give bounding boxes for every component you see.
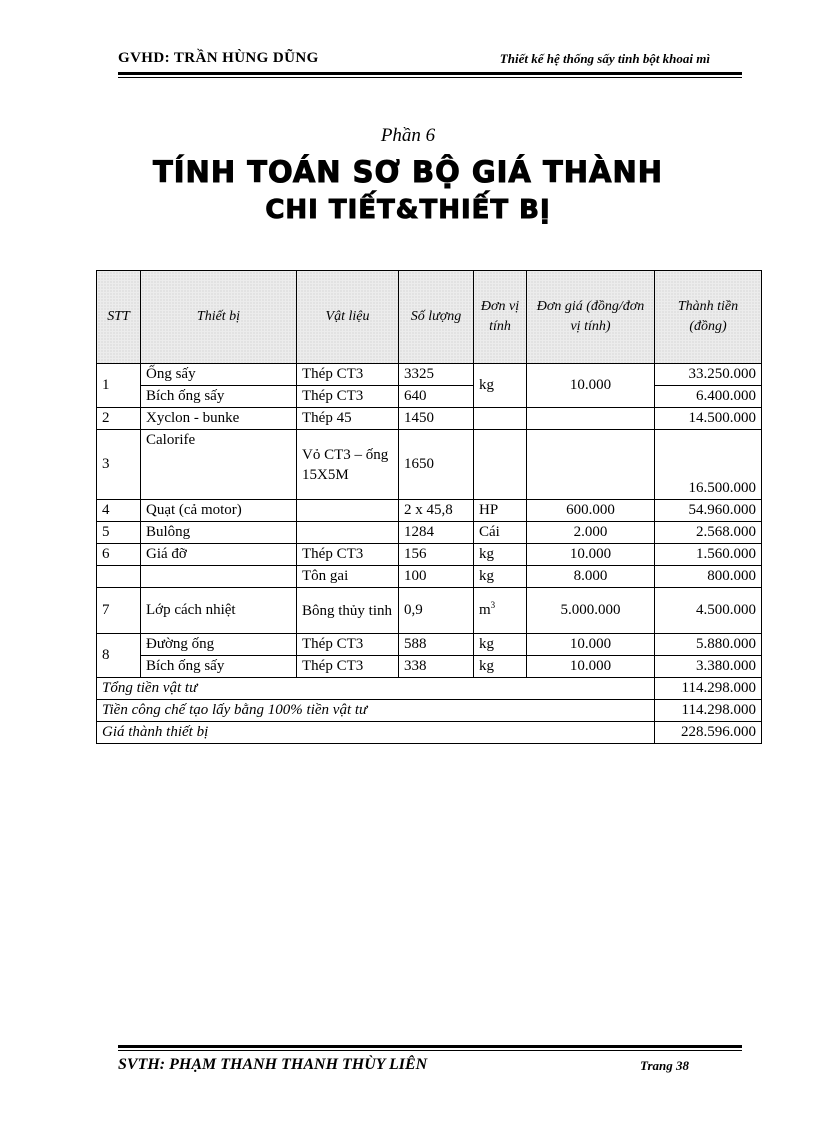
header-amount: Thành tiền (đồng) <box>655 271 762 364</box>
cell-unit: kg <box>474 656 527 678</box>
cell-quantity: 2 x 45,8 <box>399 500 474 522</box>
cell-material: Bông thủy tinh <box>297 588 399 634</box>
cell-amount: 33.250.000 <box>655 364 762 386</box>
cell-unit-price: 600.000 <box>527 500 655 522</box>
cell-device <box>141 566 297 588</box>
cell-quantity: 156 <box>399 544 474 566</box>
cell-material: Vỏ CT3 – ống 15X5M <box>297 430 399 500</box>
table-row <box>97 634 762 656</box>
header-stt: STT <box>97 271 141 364</box>
section-title-line2: CHI TIẾT&THIẾT BỊ <box>265 195 551 225</box>
cell-material: Tôn gai <box>297 566 399 588</box>
table-row <box>97 386 762 408</box>
cell-unit: kg <box>474 364 527 408</box>
cell-unit: kg <box>474 634 527 656</box>
cell-device: Bích ống sấy <box>141 386 297 408</box>
cell-quantity: 100 <box>399 566 474 588</box>
cell-device: Bulông <box>141 522 297 544</box>
cell-stt: 1 <box>97 364 141 408</box>
cell-stt: 2 <box>97 408 141 430</box>
cell-amount: 16.500.000 <box>655 430 762 500</box>
cell-stt: 3 <box>97 430 141 500</box>
cell-stt: 8 <box>97 634 141 678</box>
cell-unit-price: 2.000 <box>527 522 655 544</box>
table-row <box>97 656 762 678</box>
header-unit-price: Đơn giá (đồng/đơn vị tính) <box>527 271 655 364</box>
table-row <box>97 500 762 522</box>
table-row <box>97 566 762 588</box>
summary-amount: 228.596.000 <box>655 722 762 744</box>
cell-quantity: 640 <box>399 386 474 408</box>
summary-label: Giá thành thiết bị <box>97 722 655 744</box>
header-rule-thick <box>118 72 742 75</box>
cell-amount: 800.000 <box>655 566 762 588</box>
cell-material: Thép CT3 <box>297 634 399 656</box>
cell-material: Thép 45 <box>297 408 399 430</box>
table-row <box>97 408 762 430</box>
cell-device: Calorife <box>141 430 297 500</box>
header-unit: Đơn vị tính <box>474 271 527 364</box>
summary-label: Tiền công chế tạo lấy bằng 100% tiền vật tư <box>97 700 655 722</box>
cell-unit-price: 8.000 <box>527 566 655 588</box>
cell-unit-price <box>527 408 655 430</box>
cell-device: Quạt (cả motor) <box>141 500 297 522</box>
cell-amount: 54.960.000 <box>655 500 762 522</box>
document-topic: Thiết kế hệ thống sấy tinh bột khoai mì <box>499 51 710 66</box>
cell-unit <box>474 588 527 634</box>
table-row <box>97 430 762 500</box>
cell-stt: 4 <box>97 500 141 522</box>
header-quantity: Số lượng <box>399 271 474 364</box>
summary-row-labor <box>97 700 762 722</box>
cell-amount: 14.500.000 <box>655 408 762 430</box>
cell-quantity: 1284 <box>399 522 474 544</box>
unit-exponent: 3 <box>490 600 496 610</box>
cell-quantity: 588 <box>399 634 474 656</box>
cell-unit-price: 10.000 <box>527 544 655 566</box>
header-device: Thiết bị <box>141 271 297 364</box>
cell-material: Thép CT3 <box>297 386 399 408</box>
cell-device: Lớp cách nhiệt <box>141 588 297 634</box>
cell-device: Giá đỡ <box>141 544 297 566</box>
cell-unit-price <box>527 430 655 500</box>
cell-amount: 6.400.000 <box>655 386 762 408</box>
advisor-name: GVHD: TRẦN HÙNG DŨNG <box>118 50 319 66</box>
section-title-line1: TÍNH TOÁN SƠ BỘ GIÁ THÀNH <box>152 155 663 189</box>
table-row <box>97 522 762 544</box>
table-header-row <box>97 271 762 364</box>
part-label: Phần 6 <box>380 125 436 146</box>
summary-row-total-cost <box>97 722 762 744</box>
cell-amount: 4.500.000 <box>655 588 762 634</box>
cell-unit <box>474 408 527 430</box>
cell-quantity: 1450 <box>399 408 474 430</box>
cell-stt: 5 <box>97 522 141 544</box>
cell-unit: kg <box>474 544 527 566</box>
table-row <box>97 544 762 566</box>
summary-label: Tổng tiền vật tư <box>97 678 655 700</box>
cell-unit: Cái <box>474 522 527 544</box>
cell-device: Xyclon - bunke <box>141 408 297 430</box>
cell-material <box>297 522 399 544</box>
footer-rule-thin <box>118 1050 742 1051</box>
cell-unit: kg <box>474 566 527 588</box>
cost-table <box>96 270 762 744</box>
unit-base: m <box>479 602 491 618</box>
page-header <box>118 50 742 74</box>
cell-quantity: 1650 <box>399 430 474 500</box>
summary-row-material-total <box>97 678 762 700</box>
cell-unit-price: 10.000 <box>527 364 655 408</box>
cell-unit-price: 10.000 <box>527 656 655 678</box>
page-number: Trang 38 <box>640 1058 689 1073</box>
cell-material <box>297 500 399 522</box>
cell-device: Ống sấy <box>141 364 297 386</box>
cell-stt <box>97 566 141 588</box>
table-row <box>97 364 762 386</box>
cell-amount: 1.560.000 <box>655 544 762 566</box>
cell-unit: HP <box>474 500 527 522</box>
cell-material: Thép CT3 <box>297 364 399 386</box>
cell-stt: 6 <box>97 544 141 566</box>
summary-amount: 114.298.000 <box>655 700 762 722</box>
cell-unit-price: 10.000 <box>527 634 655 656</box>
footer-rule-thick <box>118 1045 742 1048</box>
cell-material: Thép CT3 <box>297 656 399 678</box>
cell-device: Bích ống sấy <box>141 656 297 678</box>
cell-stt: 7 <box>97 588 141 634</box>
cell-amount: 3.380.000 <box>655 656 762 678</box>
header-rule-thin <box>118 77 742 78</box>
cell-unit-price: 5.000.000 <box>527 588 655 634</box>
table-row <box>97 588 762 634</box>
cell-device: Đường ống <box>141 634 297 656</box>
cell-amount: 2.568.000 <box>655 522 762 544</box>
header-material: Vật liệu <box>297 271 399 364</box>
cell-quantity: 0,9 <box>399 588 474 634</box>
cell-material: Thép CT3 <box>297 544 399 566</box>
cell-amount: 5.880.000 <box>655 634 762 656</box>
student-name: SVTH: PHẠM THANH THANH THÙY LIÊN <box>118 1056 428 1073</box>
cell-quantity: 338 <box>399 656 474 678</box>
cell-quantity: 3325 <box>399 364 474 386</box>
summary-amount: 114.298.000 <box>655 678 762 700</box>
cell-unit <box>474 430 527 500</box>
